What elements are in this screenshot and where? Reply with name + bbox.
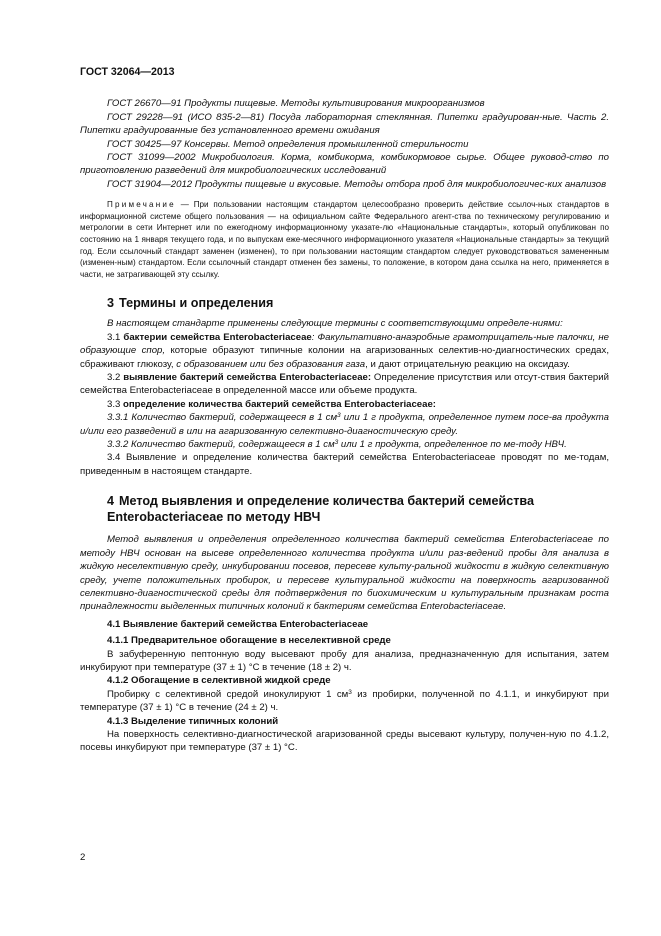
term-3-4: 3.4 Выявление и определение количества бактерий семейства Enterobacteriaceae проводят по ме-тодам, приведенным в настоящем стандарте. [80,452,609,477]
term-definition: или 1 г продукта, определенное путем посе-ва продукта и/или его разведений в или на агаризованную селективно-диагностическую среду. [80,412,609,437]
superscript: 3 [348,688,352,696]
reference-item [80,111,609,138]
subsection-4-1-heading: 4.1 Выявление бактерий семейства Enterobacteriaceae [107,618,369,630]
document-header: ГОСТ 32064—2013 [80,66,175,78]
section-title-line-2: Enterobacteriaceae по методу НВЧ [107,510,321,525]
term-3-3-2 [80,438,609,451]
superscript: 3 [337,412,341,420]
term-definition: с образованием или без образования газа [176,358,366,370]
paragraph-text: Пробирку с селективной средой инокулируют 1 см [107,688,349,700]
reference-item [80,178,609,191]
references-list [80,97,609,191]
reference-title: Посуда лабораторная стеклянная. Пипетки градуирован-ные. Часть 2. Пипетки градуированные без установленного времени ожидания [80,111,609,137]
reference-title: Продукты пищевые. Методы культивирования микроорганизмов [181,98,485,110]
reference-code: ГОСТ 31099—2002 [107,152,196,164]
term-name: выявление бактерий семейства Enterobacteriaceae: [123,372,372,384]
subsection-4-1-2-text [80,688,609,715]
reference-code: ГОСТ 30425—97 [107,138,182,150]
term-number: 3.1 [107,331,124,343]
superscript: 3 [334,439,339,447]
subsection-4-1-2-heading: 4.1.2 Обогащение в селективной жидкой среде [107,675,331,687]
term-definition: , и дают отрицательную реакцию на оксидазу. [365,358,570,370]
reference-item [80,138,609,151]
subsection-4-1-1-text: В забуференную пептонную воду высевают пробу для анализа, предназначенную для испытания, затем инкубируют при температуре (37 ± 1) °С в течение (18 ± 2) ч. [80,648,609,673]
subsection-4-1-3-heading: 4.1.3 Выделение типичных колоний [107,715,279,727]
section-number: 3 [107,296,115,311]
section-number: 4 [107,494,115,509]
term-number: 3.3 [107,398,124,410]
term-number: 3.2 [107,372,124,384]
term-definition: 3.3.2 Количество бактерий, содержащееся в 1 см [107,439,335,451]
term-name: бактерии семейства Enterobacteriaceae [123,331,312,343]
term-3-2 [80,371,609,398]
term-name: определение количества бактерий семейства Enterobacteriaceae: [123,398,436,410]
term-definition: : Факультативно-анаэробные грамотрицатель-ные палочки, не образующие спор, [80,331,609,357]
note-text: — При пользовании настоящим стандартом целесообразно проверить действие ссылоч-ных стандартов в информационной системе общего пользования — на официальном сайте Федерального агент-ства по техническому регулированию и метрологии в сети Интернет или по ежегодному информационному указате-лю «Национальные стандарты», который опубликован по состоянию на 1 января текущего года, и по выпускам еже-месячного информационного указателя «Национальные стандарты» за текущий год. Если ссылочный стандарт заменен (изменен), то при пользовании настоящим стандартом следует руководствоваться замененным (изменен-ным) стандартом. Если ссылочный стандарт отменен без замены, то положение, в котором дана ссылка на него, применяется в части, не затрагивающей эту ссылку. [80,200,609,279]
reference-code: ГОСТ 31904—2012 [107,178,193,190]
reference-title: Продукты пищевые и вкусовые. Методы отбора проб для микробиологичес-ких анализов [192,178,607,190]
term-3-3-1 [80,411,609,438]
section-title: Термины и определения [119,296,274,311]
term-definition: Определение присутствия или отсут-ствия бактерий семейства Enterobacteriaceae в определенной массе или объеме продукта. [80,372,609,397]
reference-item [80,151,609,178]
reference-item [80,97,609,110]
term-3-3 [80,398,609,411]
term-definition: или 1 г продукта, определенное по ме-тоду НВЧ. [338,439,567,451]
note-label: Примечание [107,200,176,210]
paragraph-text: из пробирки, полученной по 4.1.1, и инкубируют при температуре (37 ± 1) °С в течение (24 ± 2) ч. [80,688,609,714]
page-number: 2 [80,852,86,863]
subsection-4-1-3-text: На поверхность селективно-диагностической агаризованной среды высевают культуру, получен-ную по 4.1.2, посевы инкубируют при температуре (37 ± 1) °С. [80,728,609,754]
reference-title: Микробиология. Корма, комбикорма, комбикормовое сырье. Общее руковод-ство по приготовлению разведений для микробиологических исследований [80,152,609,177]
section-4-intro: Метод выявления и определения определенного количества бактерий семейства Enterobacteriaceae по методу НВЧ основан на высеве определенного количества продукта и/или раз-ведений пробы для анализа в жидкую неселективную среду, инкубировании посевов, пересеве культу-ральной жидкости в жидкую селективную среду, учете положительных пробирок, и пересеве культуральной жидкости на поверхность агаризованной селективно-диагностической среды для подтверждения по биохимическим и культуральным признакам роста принадлежности выделенных типичных колоний к бактериям семейства Enterobacteriaceae. [80,534,609,613]
section-4-heading [80,493,609,525]
reference-code: ГОСТ 29228—91 (ИСО 835-2—81) [107,111,265,123]
term-definition: 3.3.1 Количество бактерий, содержащееся в 1 см [107,412,338,424]
term-3-1 [80,331,609,371]
reference-title: Консервы. Метод определения промышленной стерильности [181,138,469,150]
section-3-intro: В настоящем стандарте применены следующие термины с соответствующими определе-ниями: [107,318,563,330]
section-title: Метод выявления и определение количества бактерий семейства [119,494,534,509]
reference-code: ГОСТ 26670—91 [107,98,182,110]
reference-note [80,199,609,280]
term-definition: которые образуют типичные колонии на агаризованных селектив-но-диагностических средах, сбраживают глюкозу, [80,345,609,370]
section-3-heading [80,295,609,311]
subsection-4-1-1-heading: 4.1.1 Предварительное обогащение в неселективной среде [107,635,391,647]
